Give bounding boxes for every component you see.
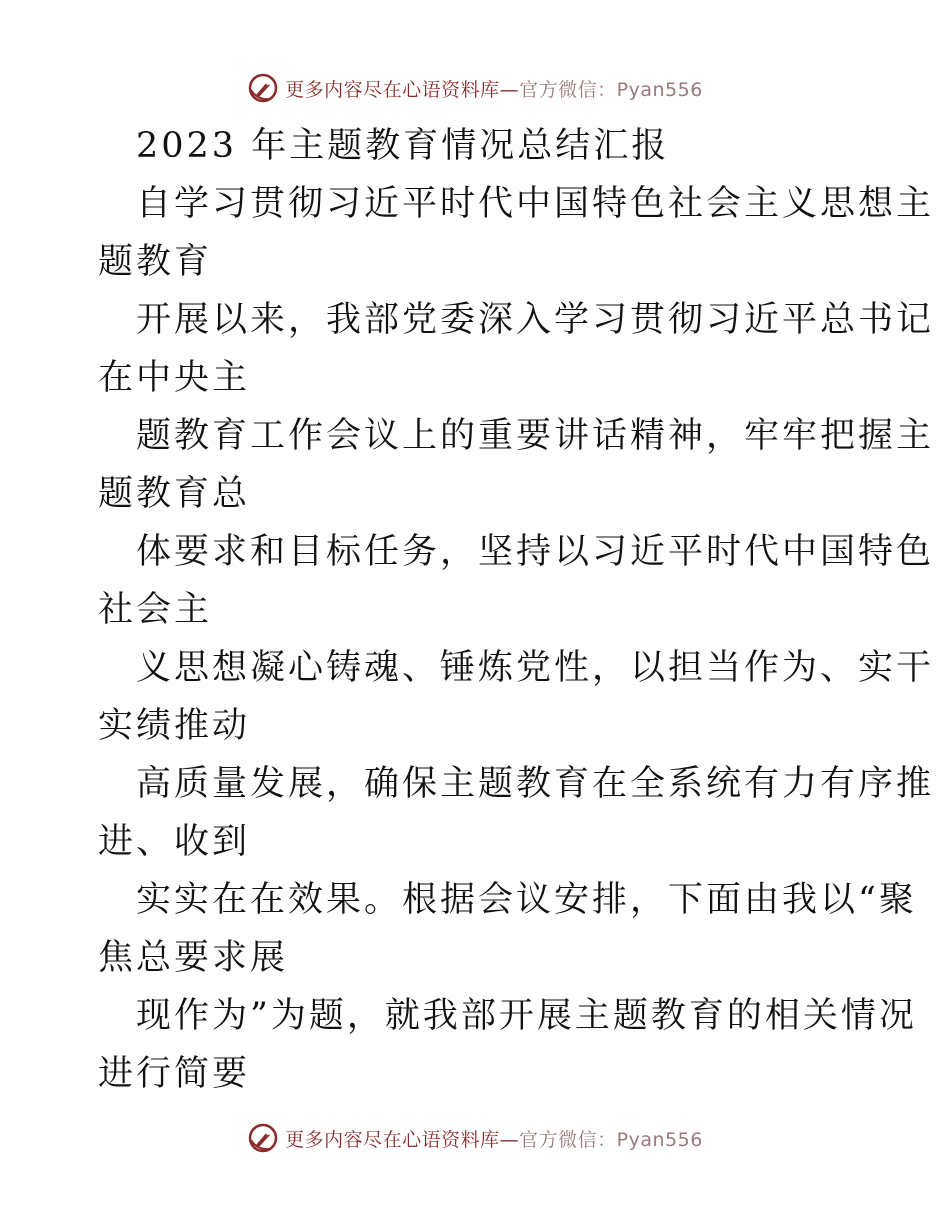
paragraph-line: 题教育工作会议上的重要讲话精神，牢牢把握主: [136, 416, 935, 456]
document-title: 2023 年主题教育情况总结汇报: [136, 126, 670, 166]
watermark-text: 更多内容尽在心语资料库—官方微信：Pyan556: [285, 78, 703, 101]
pen-nib-circle-icon: [247, 1122, 279, 1154]
pen-nib-circle-icon: [247, 72, 279, 104]
paragraph-line: 社会主: [98, 590, 213, 630]
paragraph-line: 体要求和目标任务，坚持以习近平时代中国特色: [136, 532, 935, 572]
watermark-banner-bottom: [0, 1118, 950, 1158]
paragraph-line: 在中央主: [98, 358, 251, 398]
paragraph-line: 自学习贯彻习近平时代中国特色社会主义思想主: [136, 184, 935, 224]
paragraph-line: 现作为”为题，就我部开展主题教育的相关情况: [136, 996, 917, 1036]
paragraph-line: 题教育总: [98, 474, 251, 514]
document-body: [98, 117, 935, 1103]
paragraph-line: 题教育: [98, 242, 213, 282]
paragraph-line: 实绩推动: [98, 706, 251, 746]
paragraph-line: 焦总要求展: [98, 938, 289, 978]
watermark-text: 更多内容尽在心语资料库—官方微信：Pyan556: [285, 1128, 703, 1151]
watermark-contact: 官方微信：Pyan556: [519, 78, 703, 101]
paragraph-line: 高质量发展，确保主题教育在全系统有力有序推: [136, 764, 935, 804]
paragraph-line: 义思想凝心铸魂、锤炼党性，以担当作为、实干: [136, 648, 935, 688]
paragraph-line: 进行简要: [98, 1054, 251, 1094]
watermark-banner-top: [0, 68, 950, 108]
watermark-contact: 官方微信：Pyan556: [519, 1128, 703, 1151]
paragraph-line: 开展以来，我部党委深入学习贯彻习近平总书记: [136, 300, 935, 340]
paragraph-line: 进、收到: [98, 822, 251, 862]
paragraph-line: 实实在在效果。根据会议安排，下面由我以“聚: [136, 880, 917, 920]
